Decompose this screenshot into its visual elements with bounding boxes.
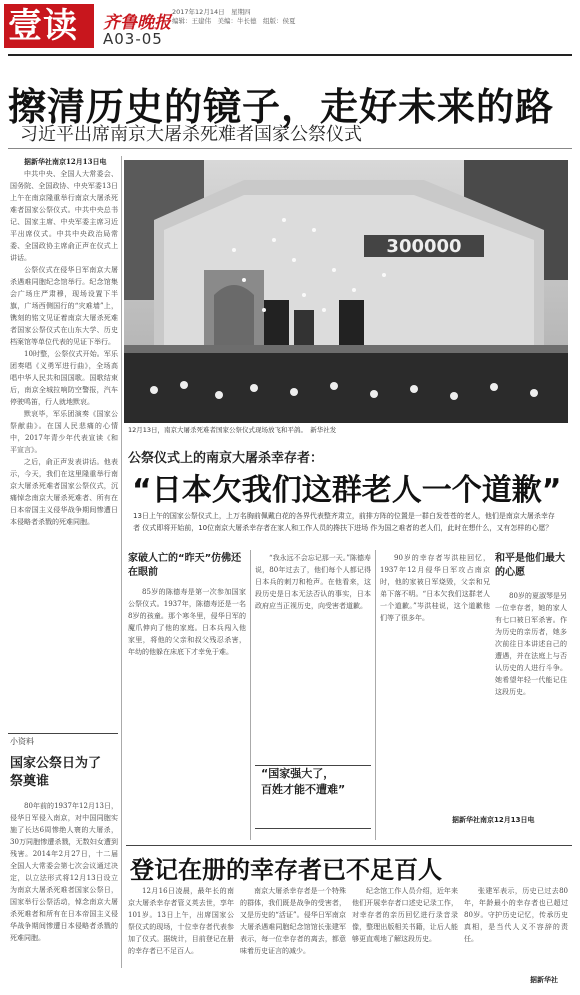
bottom-column: 南京大屠杀幸存者是一个特殊的群体，我们既是战争的受害者，又是历史的“活证”。侵华日军南京大屠杀遇难同胞纪念馆馆长张建军表示，每一位幸存者的离去，都意味着历史证言的减少。 xyxy=(240,887,346,955)
bottom-headline: 登记在册的幸存者已不足百人 xyxy=(130,856,442,884)
subhead-yesterday: 家破人亡的“昨天”仿佛还在眼前 xyxy=(128,553,242,578)
pull-quote-line: “国家强大了， xyxy=(261,767,335,780)
paper-name: 齐鲁晚报 xyxy=(103,13,171,33)
dateline: 据新华社南京12月13日电 xyxy=(24,157,107,166)
feature-column: 90岁的幸存者岑洪桂回忆，1937年12月侵华日军攻占南京时，他的家被日军烧毁，父亲和兄弟下落不明。“日本欠我们这群老人一个道歉。”岑洪桂说，这个道歉他们等了很多年。 xyxy=(380,554,490,622)
feature-column: “我永远不会忘记那一天。”陈德寿说，80年过去了，他们每个人都记得日本兵的刺刀和枪声。在他看来，这段历史是日本无法否认的事实，日本政府应当正视历史，向受害者道歉。 xyxy=(255,554,371,610)
feature-lead: 13日上午的国家公祭仪式上，上万名胸前佩戴白花的各界代表整齐肃立，前排方阵的位置是一群白发苍苍的老人，他们是南京大屠杀幸存者 仪式即将开始前，10位南京大屠杀幸存者在家人和工作人员的搀扶下进场 作为国之难者的老人们，此时在想什么，又有怎样的心愿？ xyxy=(133,512,555,532)
bottom-rule xyxy=(126,845,572,846)
sub-headline: 习近平出席南京大屠杀死难者国家公祭仪式 xyxy=(20,124,362,145)
box-title: 国家公祭日为了祭奠谁 xyxy=(10,756,102,789)
box-text: 80年前的1937年12月13日，侵华日军侵入南京，对中国同胞实施了长达6周惨绝人寰的大屠杀，30万同胞惨遭杀戮，无数妇女遭到残害。2014年2月27日，十二届全国人大常委会第七次会议通过决定，以立法形式将12月13日设立为南京大屠杀死难者国家公祭日，国家举行公祭活动，悼念南京大屠杀死难者和所有在日本帝国主义侵华战争期间惨遭日本侵略者杀戮的死难同胞。 xyxy=(10,802,118,942)
feature-headline: “日本欠我们这群老人一个道歉” xyxy=(132,473,562,508)
meta-date: 2017年12月14日 星期四 xyxy=(172,8,251,16)
left-column-text xyxy=(10,156,118,726)
feature-column: 80岁的夏淑琴是另一位幸存者，她的家人有七口被日军杀害。作为历史的亲历者，她多次前往日本讲述自己的遭遇，并在法庭上与否认历史的人进行斗争。她希望年轻一代能记住这段历史。 xyxy=(495,592,567,696)
memorial-photo xyxy=(124,160,568,423)
column-divider xyxy=(375,550,376,840)
pull-quote-line: 百姓才能不遭难” xyxy=(261,783,346,796)
main-headline: 擦清历史的镜子，走好未来的路 xyxy=(8,85,555,129)
feature-byline: 据新华社南京12月13日电 xyxy=(452,816,535,824)
memorial-scene-image xyxy=(124,160,568,423)
subhead-peace: 和平是他们最大的心愿 xyxy=(495,553,565,578)
feature-column: 85岁的陈德寿是第一次参加国家公祭仪式。1937年，陈德寿还是一名8岁的孩童。那个寒冬里，侵华日军的魔爪伸向了他的家庭。日本兵闯入他家里，将他的父亲和叔父残忍杀害，年幼的他躲在床底下才幸免于难。 xyxy=(128,588,246,656)
bottom-column: 张建军表示，历史已过去80年，年龄最小的幸存者也已超过80岁。守护历史记忆，传承历史真相，是当代人义不容辞的责任。 xyxy=(464,887,568,943)
bottom-column: 纪念馆工作人员介绍，近年来他们开展幸存者口述史记录工作，对幸存者的亲历回忆进行录音录像，整理出版相关书籍，让后人能够更直观地了解这段历史。 xyxy=(352,887,458,943)
masthead-rule xyxy=(8,54,572,56)
section-title: 壹读 xyxy=(8,6,78,46)
meta-editors: 编辑：王建伟 美编：牛长德 组版：侯夏 xyxy=(172,17,296,25)
paragraph: 默哀毕，军乐团演奏《国家公祭献曲》。在国人民悲痛的心情中，2017年青少年代表宣读《和平宣言》。 xyxy=(10,410,118,454)
column-divider xyxy=(250,550,251,840)
feature-kicker: 公祭仪式上的南京大屠杀幸存者： xyxy=(128,451,324,466)
box-rule xyxy=(8,733,118,734)
photo-caption: 12月13日，南京大屠杀死难者国家公祭仪式现场放飞和平鸽。 新华社发 xyxy=(128,426,337,434)
paragraph: 公祭仪式在侵华日军南京大屠杀遇难同胞纪念馆举行。纪念馆集会广场庄严肃穆，现场设置下半旗，广场西侧国行的“灾难墙”上，镌刻的铭文见证着南京大屠杀死难者国家公祭仪式在山东大学、历史档案馆等单位代表的见证下举行。 xyxy=(10,266,118,346)
box-label: 小资料 xyxy=(10,737,34,746)
headline-rule xyxy=(8,148,572,149)
wall-number: 300000 xyxy=(386,236,462,257)
bottom-column: 12月16日凌晨，最年长的南京大屠杀幸存者管义英去世，享年101岁。13日上午，出席国家公祭仪式的现场，十位幸存者代表参加了仪式。据统计，目前登记在册的幸存者已不足百人。 xyxy=(128,887,234,955)
masthead-meta xyxy=(172,8,296,26)
pull-quote xyxy=(255,765,371,829)
bottom-byline: 据新华社 xyxy=(530,976,558,984)
paragraph: 中共中央、全国人大常委会、国务院、全国政协、中央军委13日上午在南京隆重举行南京大屠杀死难者国家公祭仪式。中共中央总书记、国家主席、中央军委主席习近平出席仪式。中共中央政治局常委、全国政协主席俞正声在仪式上讲话。 xyxy=(10,170,118,262)
paragraph: 之后，俞正声发表讲话。他表示，今天，我们在这里隆重举行南京大屠杀死难者国家公祭仪式，沉痛悼念南京大屠杀死难者、所有在日本帝国主义侵华战争期间惨遭日本侵略者杀戮的死难同胞。 xyxy=(10,458,118,526)
column-divider xyxy=(121,156,122,968)
paragraph: 10时整，公祭仪式开始。军乐团奏唱《义勇军进行曲》，全场高唱中华人民共和国国歌。国歌结束后，南京全城拉响防空警报，汽车停驶鸣笛，行人就地默哀。 xyxy=(10,350,118,406)
page-number: A03-05 xyxy=(103,30,163,48)
